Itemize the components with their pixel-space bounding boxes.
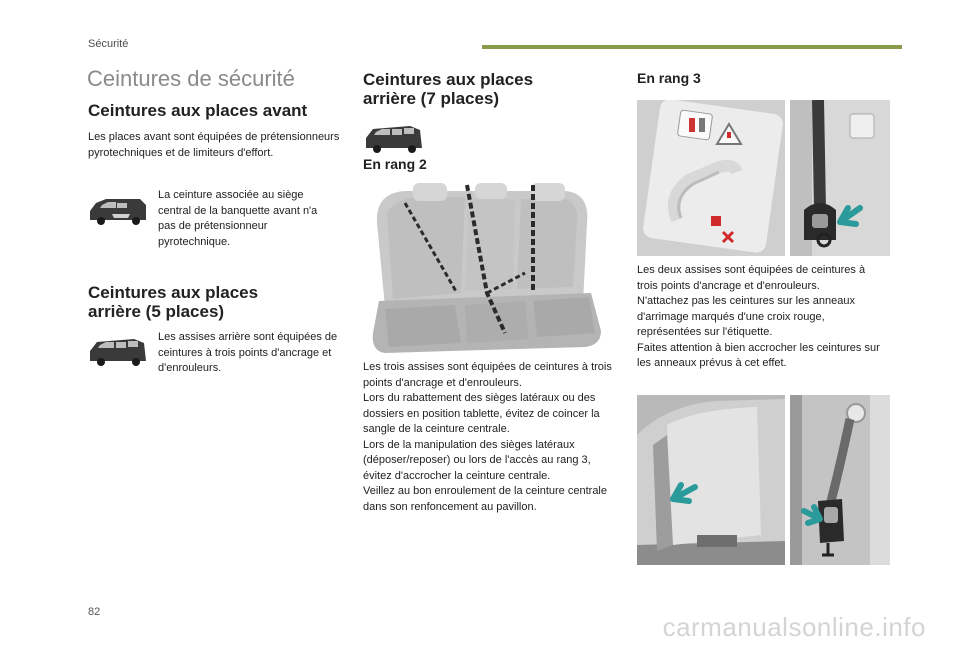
- page-number: 82: [88, 606, 101, 618]
- rear5-note: Les assises arrière sont équipées de ceintures à trois points d'ancrage et d'enrouleurs.: [158, 331, 338, 374]
- buckle-photo: [790, 100, 890, 256]
- rear7-heading: Ceintures aux places arrière (7 places): [363, 70, 534, 108]
- watermark: carmanualsonline.info: [662, 612, 926, 642]
- row2-paragraph: Lors de la manipulation des sièges latéraux (déposer/reposer) ou lors de l'accès au rang 3, évitez d'accrocher la ceinture centrale.: [363, 438, 591, 482]
- row3-paragraph: Les deux assises sont équipées de ceintures à trois points d'ancrage et d'enrouleurs.: [637, 264, 866, 292]
- row2-paragraph: Veillez au bon enroulement de la ceinture centrale dans son renfoncement au pavillon.: [363, 485, 607, 513]
- row2-paragraph: Lors du rabattement des sièges latéraux ou des dossiers en position tablette, évitez de coincer la sangle de la ceinture centrale.: [363, 392, 600, 435]
- warning-label-photo: [637, 100, 785, 256]
- row2-text: [363, 360, 619, 515]
- van-icon: [86, 335, 150, 367]
- row3-paragraph: Faites attention à bien accrocher les ceintures sur les anneaux prévus à cet effet.: [637, 341, 880, 369]
- page-title: Ceintures de sécurité: [87, 66, 295, 91]
- section-label: Sécurité: [88, 38, 129, 50]
- van-icon: [86, 194, 150, 226]
- anchor-ring-photo: [790, 395, 890, 565]
- rear-bench-illustration: [365, 183, 605, 355]
- front-note: La ceinture associée au siège central de la banquette avant n'a pas de prétensionneur pyrotechnique.: [158, 189, 318, 248]
- front-heading: Ceintures aux places avant: [88, 101, 308, 120]
- row3-text: [637, 263, 887, 372]
- rear5-heading: Ceintures aux places arrière (5 places): [88, 283, 259, 321]
- row3-heading: En rang 3: [637, 70, 701, 86]
- row3-paragraph: N'attachez pas les ceintures sur les anneaux d'arrimage marqués d'une croix rouge, représentées sur l'étiquette.: [637, 295, 855, 338]
- cargo-area-photo: [637, 395, 785, 565]
- header-rule: [482, 45, 902, 49]
- front-text: Les places avant sont équipées de prétensionneurs pyrotechniques et de limiteurs d'effort.: [88, 131, 340, 159]
- van-icon: [362, 122, 426, 154]
- row2-heading: En rang 2: [363, 156, 427, 172]
- row2-paragraph: Les trois assises sont équipées de ceintures à trois points d'ancrage et d'enrouleurs.: [363, 361, 612, 389]
